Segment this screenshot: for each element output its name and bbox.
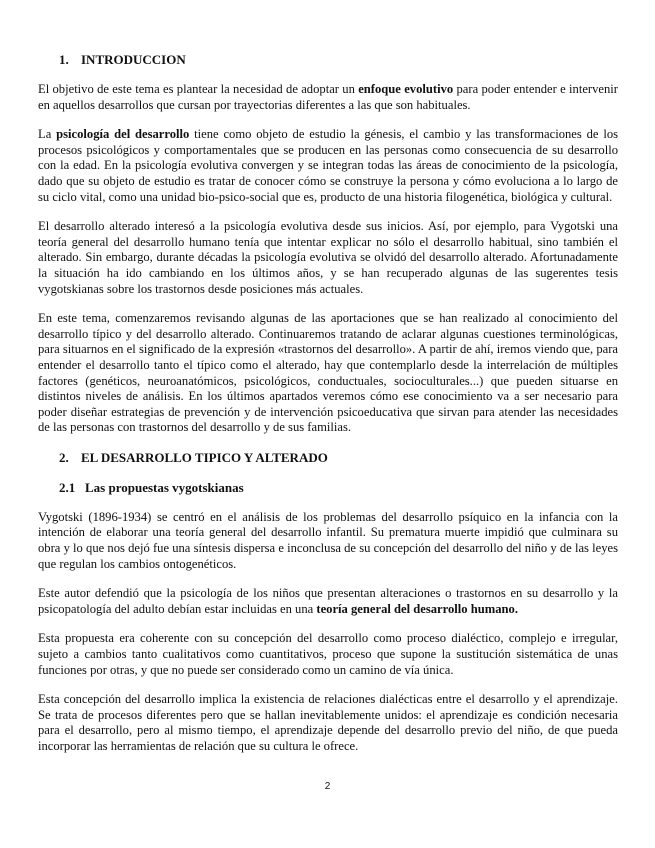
heading-title: EL DESARROLLO TIPICO Y ALTERADO: [81, 449, 328, 465]
bold-term: psicología del desarrollo: [56, 127, 190, 142]
text-run: Esta concepción del desarrollo implica la existencia de relaciones dialécticas entre el desarrollo y el aprendizaje. Se trata de procesos diferentes pero que se hallan inevitablemente unidos: el aprendizaje es condición necesaria para el desarrollo, pero al mismo tiempo, el aprendizaje depende del desarrollo previo del niño, de que pueda incorporar las herramientas de relación que su cultura le ofrece.: [38, 692, 618, 753]
heading-number: 2.: [59, 449, 69, 465]
page-number: 2: [324, 781, 331, 792]
text-run: El desarrollo alterado interesó a la psicología evolutiva desde sus inicios. Así, por ejemplo, para Vygotski una teoría general del desarrollo humano tenía que intentar explicar no sólo el desarrollo habitual, sino también el alterado. Sin embargo, durante décadas la psicología evolutiva se olvidó del desarrollo alterado. Afortunadamente la situación ha ido cambiando en los últimos años, y se han recuperado algunas de las sugerentes tesis vygotskianas sobre los trastornos desde posiciones más actuales.: [38, 219, 618, 296]
subheading-title: Las propuestas vygotskianas: [85, 479, 244, 495]
heading-desarrollo-tipico: [59, 450, 618, 466]
paragraph: [38, 127, 618, 205]
text-run: tiene como objeto de estudio la génesis, el cambio y las transformaciones de los procesos psicológicos y comportamentales que se producen en las personas como consecuencia de su desarrollo con la edad. En la psicología evolutiva convergen y se integran todas las áreas de conocimiento de la psicología, dado que su objeto de estudio es tratar de conocer cómo se construye la persona y cómo evoluciona a lo largo de su ciclo vital, como una unidad bio-psico-social que es, producto de una historia filogenética, biológica y cultural.: [38, 127, 619, 204]
heading-title: INTRODUCCION: [81, 52, 186, 67]
text-run: En este tema, comenzaremos revisando algunas de las aportaciones que se han realizado al conocimiento del desarrollo típico y del desarrollo alterado. Continuaremos tratando de aclarar algunas cuestiones terminológicas, para situarnos en el significado de la expresión «trastornos del desarrollo». A partir de ahí, iremos viendo que, para entender el desarrollo tanto el típico como el alterado, hay que contemplarlo desde la interrelación de múltiples factores (genéticos, neuroanatómicos, psicológicos, conductuales, socioculturales...) que pueden situarse en distintos niveles de análisis. En los últimos apartados veremos cómo ese conocimiento va a ser necesario para poder diseñar estrategias de prevención y de intervención psicoeducativa que sirvan para atender las necesidades de las personas con trastornos del desarrollo y de sus familias.: [38, 311, 618, 435]
text-run: El objetivo de este tema es plantear la necesidad de adoptar un: [38, 82, 359, 96]
paragraph: [38, 311, 618, 436]
page-content: [38, 52, 618, 769]
paragraph: [38, 586, 618, 617]
bold-term: enfoque evolutivo: [358, 82, 454, 96]
subheading-propuestas-vygotskianas: [59, 480, 618, 496]
paragraph: [38, 692, 618, 754]
paragraph: [38, 82, 618, 113]
heading-introduccion: [59, 52, 618, 68]
paragraph: [38, 510, 618, 572]
paragraph: [38, 219, 618, 297]
paragraph: [38, 631, 618, 678]
subheading-number: 2.1: [59, 479, 76, 495]
text-run: Esta propuesta era coherente con su concepción del desarrollo como proceso dialéctico, complejo e irregular, sujeto a cambios tanto cualitativos como cuantitativos, proceso que supone la sustitución sistemática de unas funciones por otras, y que no puede ser considerado como un camino de vía única.: [38, 631, 618, 677]
heading-number: 1.: [59, 52, 69, 67]
text-run: Este autor defendió que la psicología de los niños que presentan alteraciones o trastornos en su desarrollo y la psicopatología del adulto debían estar incluidas en una: [38, 586, 618, 616]
bold-term: teoría general del desarrollo humano.: [316, 601, 518, 616]
text-run: para poder entender e intervenir en aquellos desarrollos que cursan por trayectorias diferentes a las que son habituales.: [38, 82, 618, 112]
text-run: La: [38, 127, 57, 142]
text-run: Vygotski (1896-1934) se centró en el análisis de los problemas del desarrollo psíquico en la infancia con la intención de elaborar una teoría general del desarrollo infantil. Su prematura muerte impidió que culminara su obra y lo que nos dejó fue una síntesis dispersa e inconclusa de su concepción del desarrollo del niño y de las leyes que regulan los cambios ontogenéticos.: [38, 509, 618, 571]
